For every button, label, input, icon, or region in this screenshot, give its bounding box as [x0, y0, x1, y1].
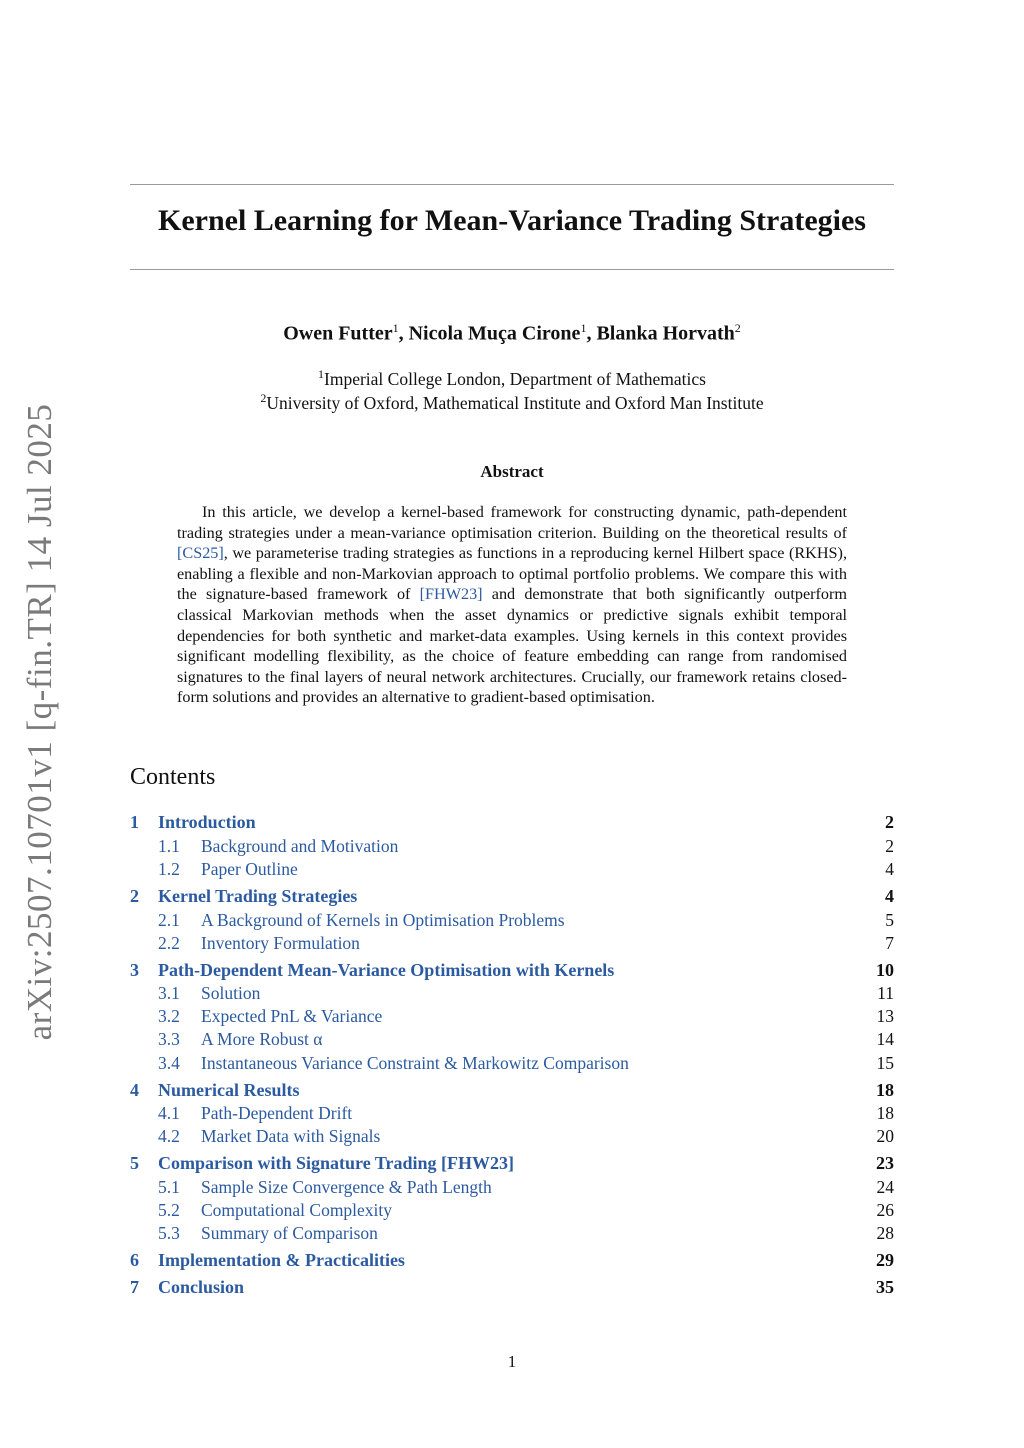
toc-entry-label: Comparison with Signature Trading [FHW23]	[158, 1153, 515, 1173]
toc-section-entry[interactable]	[130, 1080, 894, 1102]
toc-entry-number: 3.2	[158, 1006, 180, 1026]
title-rule-bottom	[130, 269, 894, 270]
toc-entry-number: 1.2	[158, 859, 180, 879]
toc-entry-page: 18	[876, 1080, 894, 1100]
toc-entry-number: 5.2	[158, 1200, 180, 1220]
toc-entry-number: 5.3	[158, 1223, 180, 1243]
paper-title: Kernel Learning for Mean-Variance Trading Strategies	[158, 204, 866, 237]
toc-entry-label: Expected PnL & Variance	[201, 1006, 383, 1026]
abstract-heading: Abstract	[480, 462, 544, 481]
toc-entry-page: 13	[876, 1006, 894, 1026]
toc-entry-label: Path-Dependent Drift	[201, 1103, 353, 1123]
title-rule-top	[130, 184, 894, 185]
abstract-body	[177, 502, 847, 708]
toc-subsection-entry[interactable]	[130, 1177, 894, 1199]
toc-section-entry[interactable]	[130, 812, 894, 834]
toc-entry-number: 6	[130, 1250, 139, 1270]
author-name: Owen Futter	[283, 322, 393, 345]
author-name: Nicola Muça Cirone	[408, 322, 581, 345]
abstract-text: and demonstrate that both significantly outperform classical Markovian methods when the asset dynamics or predictive signals exhibit temporal dependencies for both synthetic and market-data examples. Using kernels in this context provides significant modelling flexibility, as the choice of feature embedding can range from randomised signatures to the final layers of neural network architectures. Crucially, our framework retains closed-form solutions and provides an alternative to gradient-based optimisation.	[177, 585, 847, 707]
toc-section-entry[interactable]	[130, 1250, 894, 1272]
toc-entry-page: 29	[876, 1250, 894, 1270]
affiliation-mark: 2	[260, 391, 267, 405]
abstract-text: In this article, we develop a kernel-based framework for constructing dynamic, path-dependent trading strategies under a mean-variance optimisation criterion. Building on the theoretical results of	[177, 503, 847, 542]
toc-section-entry[interactable]	[130, 1153, 894, 1175]
toc-entry-page: 4	[885, 886, 894, 906]
author-affil-mark: 1	[392, 321, 399, 335]
toc-entry-label: Instantaneous Variance Constraint & Markowitz Comparison	[201, 1053, 629, 1073]
toc-entry-page: 20	[876, 1126, 894, 1146]
toc-subsection-entry[interactable]	[130, 1200, 894, 1222]
author-affil-mark: 2	[734, 321, 741, 335]
toc-entry-page: 26	[876, 1200, 894, 1220]
toc-section-entry[interactable]	[130, 1277, 894, 1299]
toc-entry-number: 5	[130, 1153, 139, 1173]
toc-entry-label: A Background of Kernels in Optimisation Problems	[201, 910, 565, 930]
toc-subsection-entry[interactable]	[130, 1029, 894, 1051]
toc-entry-label: A More Robust α	[201, 1029, 323, 1049]
toc-entry-label: Sample Size Convergence & Path Length	[201, 1177, 492, 1197]
toc-entry-number: 7	[130, 1277, 139, 1297]
toc-entry-label: Paper Outline	[201, 859, 298, 879]
affiliation	[130, 391, 894, 414]
toc-entry-label: Market Data with Signals	[201, 1126, 381, 1146]
abstract-text: , we parameterise trading strategies as functions in a reproducing kernel Hilbert space (RKHS), enabling a flexible and non-Markovian approach to optimal portfolio problems. We compare this with the signature-based framework of	[177, 544, 847, 604]
toc-section-entry[interactable]	[130, 886, 894, 908]
contents-heading: Contents	[130, 764, 216, 790]
toc-subsection-entry[interactable]	[130, 1223, 894, 1245]
affiliation-mark: 1	[318, 367, 325, 381]
citation-link[interactable]: [CS25]	[177, 544, 224, 563]
toc-entry-page: 15	[876, 1053, 894, 1073]
author-affil-mark: 1	[580, 321, 587, 335]
toc-entry-number: 4.1	[158, 1103, 180, 1123]
toc-entry-page: 14	[876, 1029, 894, 1049]
toc-entry-page: 4	[885, 859, 894, 879]
toc-entry-number: 4	[130, 1080, 139, 1100]
toc-entry-label: Introduction	[158, 812, 256, 832]
toc-entry-page: 28	[876, 1223, 894, 1243]
toc-subsection-entry[interactable]	[130, 836, 894, 858]
author-separator: ,	[398, 322, 409, 345]
toc-entry-number: 3	[130, 960, 139, 980]
page-number: 1	[507, 1352, 517, 1371]
author-name: Blanka Horvath	[596, 322, 735, 345]
affiliation	[130, 367, 894, 390]
toc-entry-number: 3.1	[158, 983, 180, 1003]
toc-entry-number: 2.2	[158, 933, 180, 953]
toc-subsection-entry[interactable]	[130, 910, 894, 932]
toc-entry-page: 10	[876, 960, 894, 980]
toc-entry-number: 1.1	[158, 836, 180, 856]
arxiv-stamp: arXiv:2507.10701v1 [q-fin.TR] 14 Jul 2025	[20, 403, 59, 1041]
toc-subsection-entry[interactable]	[130, 933, 894, 955]
toc-subsection-entry[interactable]	[130, 1053, 894, 1075]
toc-subsection-entry[interactable]	[130, 1126, 894, 1148]
toc-subsection-entry[interactable]	[130, 859, 894, 881]
toc-entry-page: 5	[885, 910, 894, 930]
citation-link[interactable]: [FHW23]	[419, 585, 483, 604]
toc-entry-label: Numerical Results	[158, 1080, 300, 1100]
toc-subsection-entry[interactable]	[130, 1006, 894, 1028]
toc-entry-page: 2	[885, 812, 894, 832]
toc-entry-page: 18	[876, 1103, 894, 1123]
author-list	[130, 321, 894, 346]
toc-subsection-entry[interactable]	[130, 1103, 894, 1125]
toc-entry-page: 23	[876, 1153, 894, 1173]
toc-section-entry[interactable]	[130, 960, 894, 982]
author-separator: ,	[586, 322, 597, 345]
affiliation-text: Imperial College London, Department of Mathematics	[324, 368, 706, 389]
toc-entry-number: 3.4	[158, 1053, 180, 1073]
toc-entry-number: 2	[130, 886, 139, 906]
toc-entry-label: Background and Motivation	[201, 836, 399, 856]
toc-entry-number: 4.2	[158, 1126, 180, 1146]
toc-entry-page: 7	[885, 933, 894, 953]
toc-entry-page: 24	[876, 1177, 894, 1197]
toc-entry-label: Inventory Formulation	[201, 933, 360, 953]
toc-entry-page: 11	[877, 983, 894, 1003]
toc-entry-page: 35	[876, 1277, 894, 1297]
toc-entry-label: Summary of Comparison	[201, 1223, 378, 1243]
toc-entry-label: Implementation & Practicalities	[158, 1250, 405, 1270]
toc-entry-number: 5.1	[158, 1177, 180, 1197]
toc-subsection-entry[interactable]	[130, 983, 894, 1005]
toc-entry-label: Solution	[201, 983, 261, 1003]
toc-entry-label: Computational Complexity	[201, 1200, 393, 1220]
toc-entry-label: Kernel Trading Strategies	[158, 886, 358, 906]
toc-entry-number: 3.3	[158, 1029, 180, 1049]
toc-entry-number: 1	[130, 812, 139, 832]
toc-entry-number: 2.1	[158, 910, 180, 930]
toc-entry-label: Path-Dependent Mean-Variance Optimisation with Kernels	[158, 960, 615, 980]
affiliation-text: University of Oxford, Mathematical Institute and Oxford Man Institute	[266, 392, 764, 413]
toc-entry-label: Conclusion	[158, 1277, 245, 1297]
toc-entry-page: 2	[885, 836, 894, 856]
